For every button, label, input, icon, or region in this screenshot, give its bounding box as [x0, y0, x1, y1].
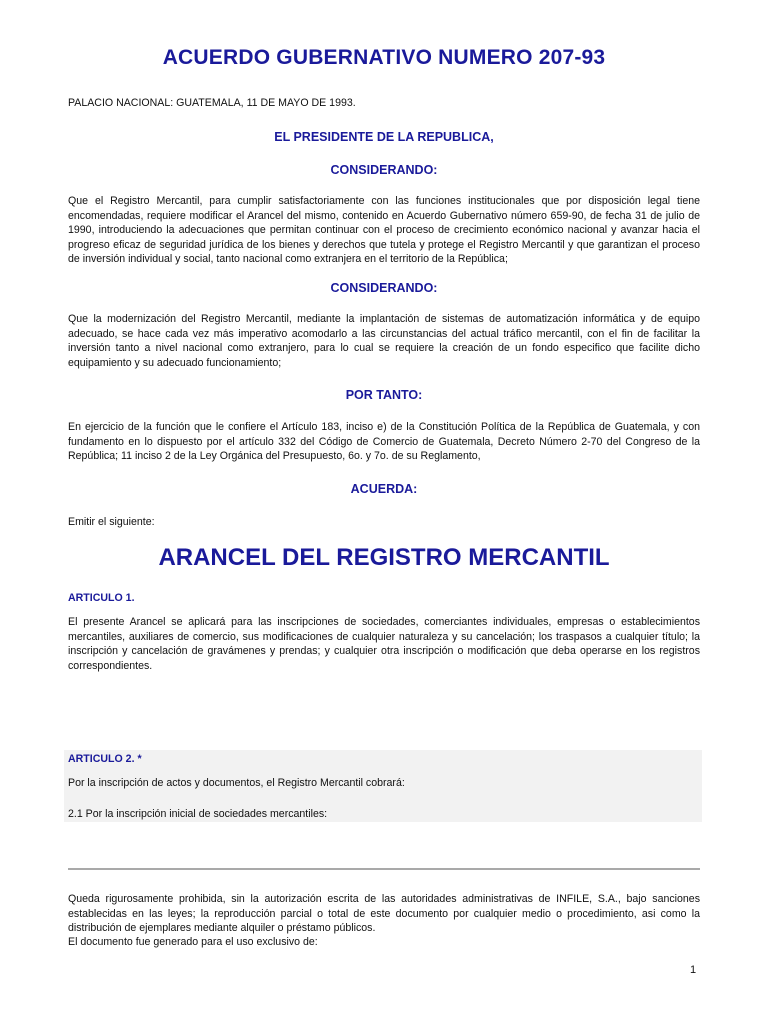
considerando-heading-1: CONSIDERANDO: — [330, 163, 438, 177]
articulo-2-1-paragraph: 2.1 Por la inscripción inicial de sociedades mercantiles: — [68, 808, 328, 820]
considerando-paragraph-2: Que la modernización del Registro Mercantil, mediante la implantación de sistemas de automatización informática y de equipo adecuado, se hace cada vez más imperativo acomodarlo a las circunstancias del actual tráfico mercantil, con el fin de facilitar la inversión tanto a nivel nacional como extranjero, para lo cual se requiere la creación de un fondo especifico que facilite dicho equipamiento y su adecuado funcionamiento; — [68, 313, 700, 369]
emitir-text: Emitir el siguiente: — [68, 516, 155, 528]
considerando-heading-2: CONSIDERANDO: — [330, 281, 438, 295]
arancel-title: ARANCEL DEL REGISTRO MERCANTIL — [158, 544, 610, 571]
por-tanto-heading: POR TANTO: — [345, 388, 423, 402]
footer-notice: Queda rigurosamente prohibida, sin la autorización escrita de las autoridades administrativas de INFILE, S.A., bajo sanciones establecidas en las leyes; la reproducción parcial o total de este documento por cualquier medio o procedimiento, asi como la distribución de ejemplares mediante alquiler o préstamo públicos. — [68, 893, 700, 935]
articulo-2-label: ARTICULO 2. * — [68, 753, 142, 765]
document-title: ACUERDO GUBERNATIVO NUMERO 207-93 — [162, 46, 606, 69]
articulo-1-label: ARTICULO 1. — [68, 592, 135, 604]
articulo-2-paragraph: Por la inscripción de actos y documentos, el Registro Mercantil cobrará: — [68, 777, 405, 789]
por-tanto-paragraph: En ejercicio de la función que le confiere el Artículo 183, inciso e) de la Constitución Política de la República de Guatemala, y con fundamento en lo dispuesto por el artículo 332 del Código de Comercio de Guatemala, Decreto Número 2-70 del Congreso de la República; 11 inciso 2 de la Ley Orgánica del Presupuesto, 6o. y 7o. de su Reglamento, — [68, 421, 700, 463]
place-date: PALACIO NACIONAL: GUATEMALA, 11 DE MAYO DE 1993. — [68, 97, 356, 109]
articulo-1-paragraph: El presente Arancel se aplicará para las inscripciones de sociedades, comerciantes individuales, empresas o establecimientos mercantiles, auxiliares de comercio, sus modificaciones de cualquier naturaleza y su cancelación; los traspasos a cualquier título; la inscripción y cancelación de gravámenes y prendas; y cualquier otra inscripción o modificación que deba operarse en los registros correspondientes. — [68, 616, 700, 672]
president-heading: EL PRESIDENTE DE LA REPUBLICA, — [274, 130, 494, 144]
considerando-paragraph-1: Que el Registro Mercantil, para cumplir satisfactoriamente con las funciones institucionales que por disposición legal tiene encomendadas, requiere modificar el Arancel del mismo, contenido en Acuerdo Gubernativo número 659-90, de fecha 31 de julio de 1990, introduciendo la adecuaciones que permitan continuar con el proceso de crecimiento económico nacional y avanzar hacia el progreso eficaz de seguridad jurídica de los bienes y derechos que tutela y protege el Registro Mercantil y que garantizan el proceso de inversión individual y social, tanto nacional como extranjera en el territorio de la República; — [68, 195, 700, 266]
acuerda-heading: ACUERDA: — [350, 482, 418, 496]
page-number: 1 — [690, 964, 697, 976]
footer-exclusive-use: El documento fue generado para el uso exclusivo de: — [68, 936, 318, 948]
footer-divider — [68, 868, 700, 870]
